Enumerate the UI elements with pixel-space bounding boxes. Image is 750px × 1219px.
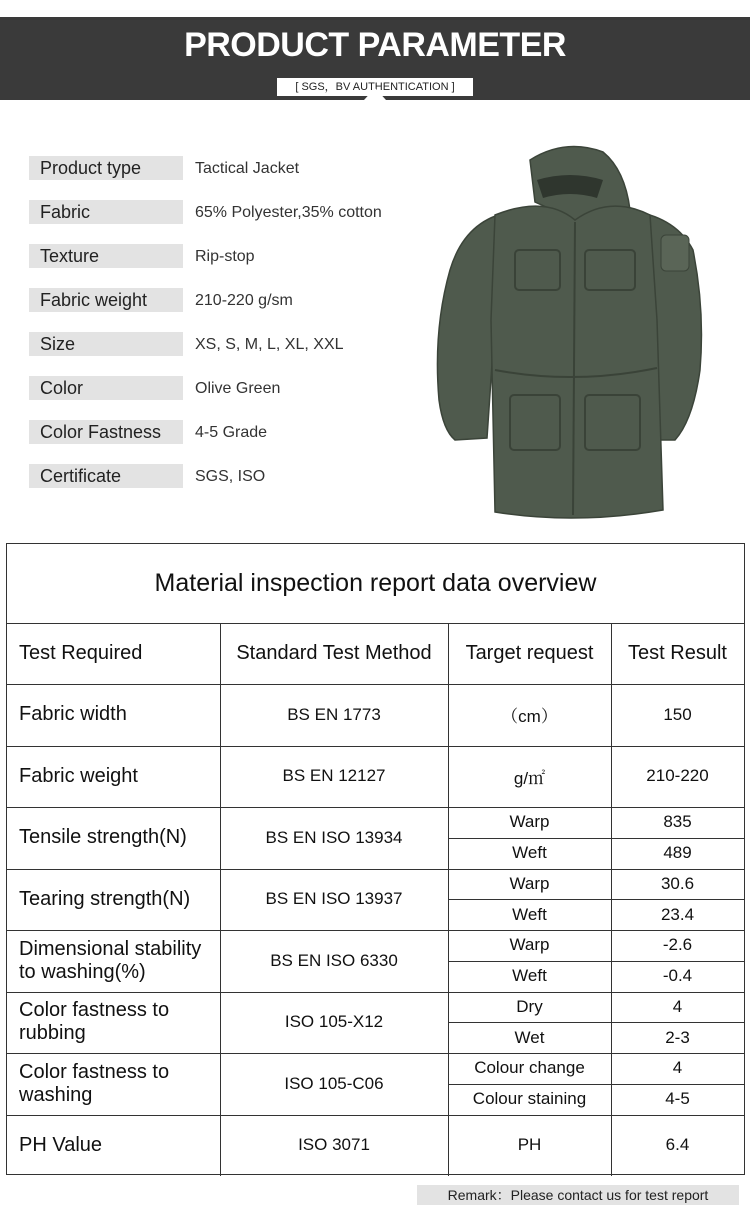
table-target-cell: （cm） [501,707,558,727]
parameter-value: SGS, ISO [195,468,266,485]
parameter-value: Rip-stop [195,248,255,265]
parameter-row [29,288,419,312]
table-header-cell: Test Result [628,642,727,664]
table-method-cell: BS EN ISO 13934 [265,827,403,847]
remark-note: Remark：Please contact us for test report [417,1185,739,1205]
parameter-label: Texture [29,244,183,268]
parameter-label: Color Fastness [29,420,183,444]
parameter-label: Certificate [29,464,183,488]
table-result-cell: 23.4 [660,904,695,924]
table-target-cell: g/㎡ [513,768,546,788]
parameter-label: Size [29,332,183,356]
table-method-cell: BS EN ISO 13937 [265,889,403,909]
table-result-cell: -2.6 [662,935,693,955]
table-method-cell: ISO 105-C06 [284,1073,384,1093]
parameter-value: Tactical Jacket [195,160,300,177]
table-title: Material inspection report data overview [7,544,744,624]
parameter-row [29,200,419,224]
table-header-cell: Target request [465,642,594,664]
table-result-cell: 4 [672,996,683,1016]
table-header-cell: Test Required [19,642,143,664]
parameter-value: 65% Polyester,35% cotton [195,204,382,221]
parameter-row [29,464,419,488]
table-target-cell: Weft [512,966,547,986]
table-method-cell: BS EN 1773 [287,704,381,724]
parameter-row [29,244,419,268]
table-test-cell: Color fastness to rubbing [19,999,170,1045]
table-target-cell: Warp [509,812,550,832]
table-target-cell: Dry [516,996,543,1016]
authentication-subtitle: [ SGS，BV AUTHENTICATION ] [277,78,473,96]
table-target-cell: Weft [512,904,547,924]
table-result-cell: -0.4 [662,966,693,986]
parameter-label: Color [29,376,183,400]
table-target-cell: Colour change [474,1058,585,1078]
table-target-cell: Warp [509,873,550,893]
table-result-cell: 210-220 [646,766,709,786]
table-test-cell: Fabric width [19,703,127,726]
table-method-cell: ISO 105-X12 [284,1012,384,1032]
table-test-cell: Dimensional stability to washing(%) [19,937,202,983]
jacket-image [425,140,715,525]
table-test-cell: Color fastness to washing [19,1060,170,1106]
table-result-cell: 2-3 [665,1027,690,1047]
parameter-value: XS, S, M, L, XL, XXL [195,336,344,353]
page-title: PRODUCT PARAMETER [184,26,566,64]
table-result-cell: 30.6 [660,873,695,893]
table-result-cell: 4 [672,1058,683,1078]
parameter-row [29,420,419,444]
parameter-row [29,332,419,356]
table-result-cell: 835 [663,812,692,832]
table-test-cell: Tensile strength(N) [19,826,187,849]
parameter-value: 210-220 g/sm [195,292,293,309]
parameter-label: Fabric [29,200,183,224]
table-target-cell: Weft [512,843,547,863]
table-header-cell: Standard Test Method [236,642,432,664]
table-result-cell: 6.4 [665,1135,690,1155]
table-target-cell: Warp [509,935,550,955]
table-method-cell: BS EN ISO 6330 [270,950,398,970]
parameter-label: Product type [29,156,183,180]
banner-notch [364,88,386,100]
inspection-table [6,543,745,1175]
table-test-cell: Tearing strength(N) [19,887,191,910]
parameter-row [29,376,419,400]
table-target-cell: Wet [514,1027,545,1047]
table-result-cell: 4-5 [665,1089,690,1109]
parameter-value: Olive Green [195,380,281,397]
table-result-cell: 150 [663,704,692,724]
table-target-cell: Colour staining [472,1089,587,1109]
table-test-cell: Fabric weight [19,764,138,787]
parameter-label: Fabric weight [29,288,183,312]
table-test-cell: PH Value [19,1133,103,1156]
parameter-value: 4-5 Grade [195,424,268,441]
table-result-cell: 489 [663,843,692,863]
table-method-cell: ISO 3071 [298,1135,370,1155]
table-target-cell: PH [517,1135,542,1155]
parameter-row [29,156,419,180]
table-method-cell: BS EN 12127 [282,766,386,786]
